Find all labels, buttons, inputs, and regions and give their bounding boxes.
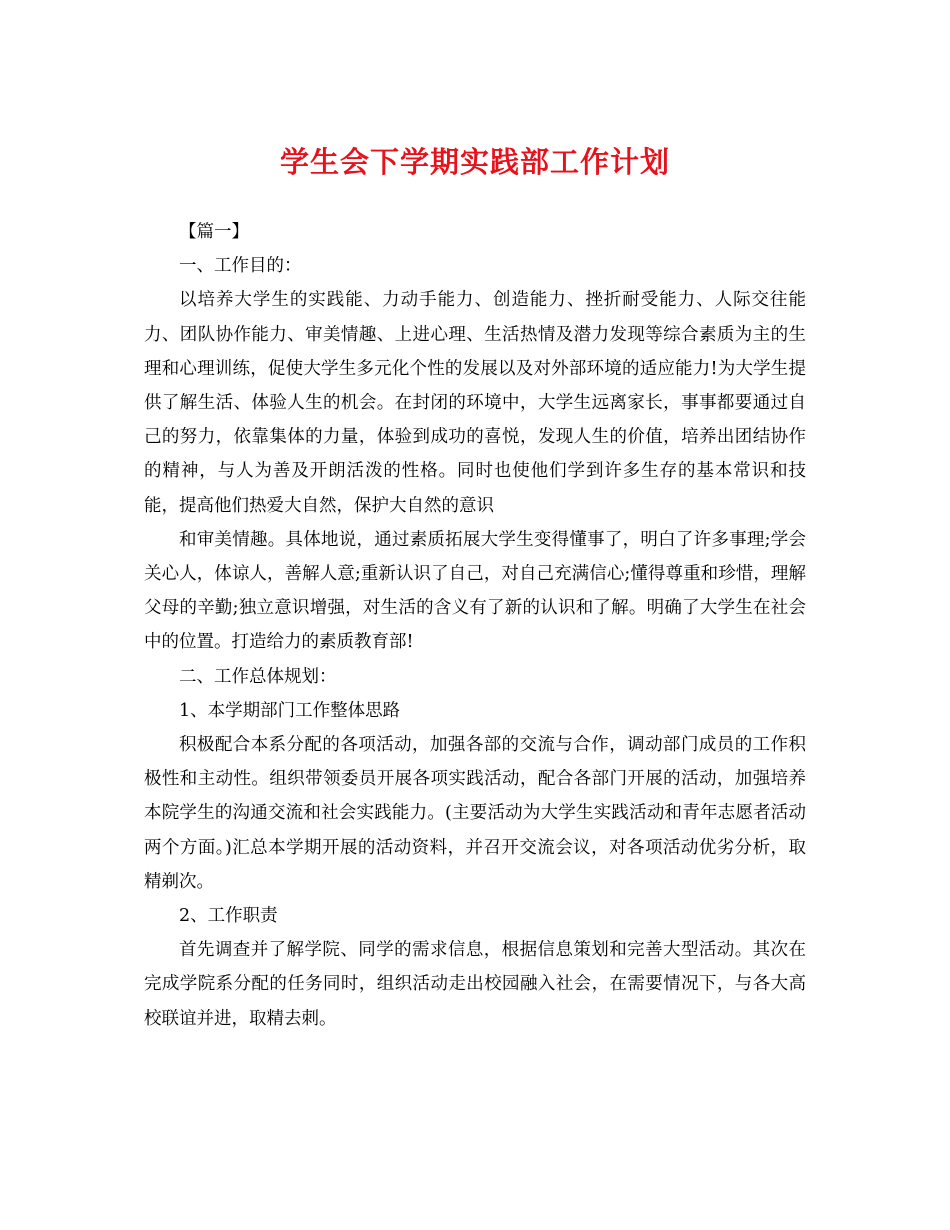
section-label: 【篇一】 <box>179 222 249 242</box>
paragraph-purpose: 以培养大学生的实践能、力动手能力、创造能力、挫折耐受能力、人际交往能力、团队协作能力、审美情趣、上进心理、生活热情及潜力发现等综合素质为主的生理和心理训练，促使大学生多元化个性的发展以及对外部环境的适应能力!为大学生提供了解生活、体验人生的机会。在封闭的环境中，大学生远离家长，事事都要通过自己的努力，依靠集体的力量，体验到成功的喜悦，发现人生的价值，培养出团结协作的精神，与人为善及开朗活泼的性格。同时也使他们学到许多生存的基本常识和技能，提高他们热爱大自然，保护大自然的意识 <box>144 290 806 516</box>
heading-work-purpose: 一、工作目的： <box>179 256 302 277</box>
subheading-overall-idea: 1、本学期部门工作整体思路 <box>179 700 401 721</box>
heading-overall-plan: 二、工作总体规划： <box>179 666 337 687</box>
subheading-responsibilities: 2、工作职责 <box>179 906 278 927</box>
paragraph-purpose-continued: 和审美情趣。具体地说，通过素质拓展大学生变得懂事了，明白了许多事理;学会关心人，体谅人，善解人意;重新认识了自己，对自己充满信心;懂得尊重和珍惜，理解父母的辛勤;独立意识增强，对生活的含义有了新的认识和了解。明确了大学生在社会中的位置。打造给力的素质教育部! <box>144 529 806 653</box>
paragraph-responsibilities: 首先调查并了解学院、同学的需求信息，根据信息策划和完善大型活动。其次在完成学院系分配的任务同时，组织活动走出校园融入社会，在需要情况下，与各大高校联谊并进，取精去刺。 <box>144 940 806 1029</box>
document-body <box>144 215 806 1036</box>
document-title: 学生会下学期实践部工作计划 <box>279 145 670 179</box>
paragraph-overall-idea: 积极配合本系分配的各项活动，加强各部的交流与合作，调动部门成员的工作积极性和主动性。组织带领委员开展各项实践活动，配合各部门开展的活动，加强培养本院学生的沟通交流和社会实践能力。(主要活动为大学生实践活动和青年志愿者活动两个方面。)汇总本学期开展的活动资料，并召开交流会议，对各项活动优劣分析，取精剃次。 <box>144 735 806 892</box>
